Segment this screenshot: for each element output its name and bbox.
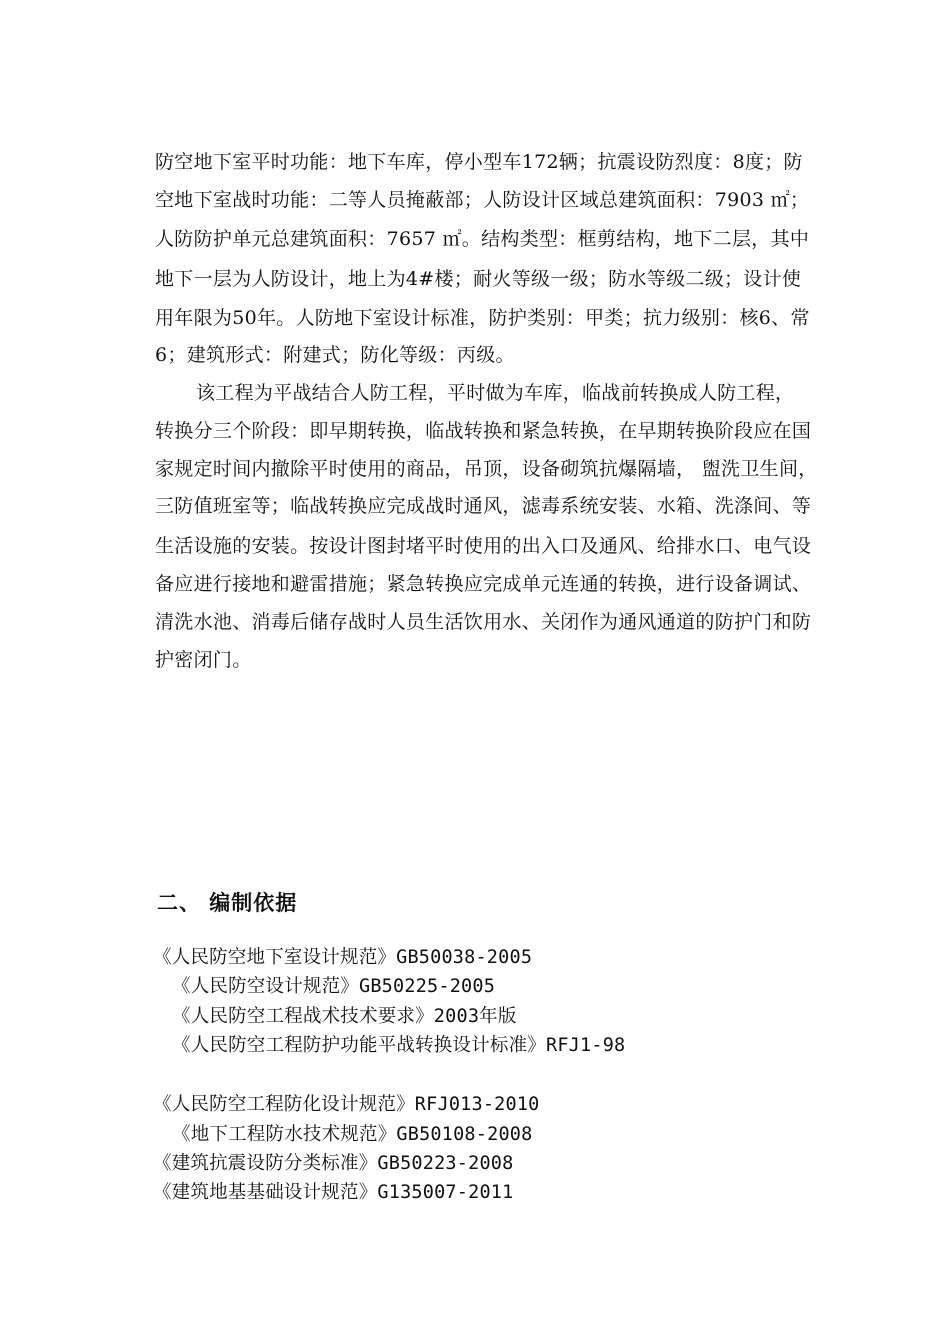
intro-line-2: 空地下室战时功能：二等人员掩蔽部；人防设计区域总建筑面积：7903 ㎡；	[155, 189, 810, 211]
reference-item: 《建筑地基基础设计规范》G135007-2011	[153, 1182, 514, 1203]
section-heading: 二、 编制依据	[157, 891, 298, 915]
intro-line-5: 用年限为50年。人防地下室设计标准，防护类别：甲类；抗力级别：核6、常	[155, 307, 810, 329]
reference-item: 《建筑抗震设防分类标准》GB50223-2008	[153, 1153, 514, 1174]
conversion-line-5: 生活设施的安装。按设计图封堵平时使用的出入口及通风、给排水口、电气设	[155, 535, 812, 557]
intro-line-4: 地下一层为人防设计，地上为4#楼；耐火等级一级；防水等级二级；设计使	[155, 268, 802, 290]
reference-item: 《人民防空地下室设计规范》GB50038-2005	[153, 947, 533, 968]
reference-item: 《人民防空工程战术技术要求》2003年版	[172, 1006, 517, 1027]
reference-item: 《地下工程防水技术规范》GB50108-2008	[172, 1124, 533, 1145]
intro-line-1: 防空地下室平时功能：地下车库，停小型车172辆；抗震设防烈度：8度；防	[155, 151, 803, 173]
conversion-line-3: 家规定时间内撤除平时使用的商品，吊顶，设备砌筑抗爆隔墙， 盥洗卫生间，	[155, 458, 818, 480]
intro-line-6: 6；建筑形式：附建式；防化等级：丙级。	[155, 344, 515, 366]
conversion-line-2: 转换分三个阶段：即早期转换，临战转换和紧急转换，在早期转换阶段应在国	[155, 420, 812, 442]
conversion-line-8: 护密闭门。	[155, 649, 252, 671]
reference-item: 《人民防空工程防化设计规范》RFJ013-2010	[153, 1094, 540, 1115]
conversion-line-6: 备应进行接地和避雷措施；紧急转换应完成单元连通的转换，进行设备调试、	[155, 573, 812, 595]
conversion-line-4: 三防值班室等；临战转换应完成战时通风，滤毒系统安装、水箱、洗涤间、等	[155, 495, 812, 517]
conversion-line-7: 清洗水池、消毒后储存战时人员生活饮用水、关闭作为通风通道的防护门和防	[155, 611, 812, 633]
reference-item: 《人民防空设计规范》GB50225-2005	[172, 976, 496, 997]
conversion-line-1: 该工程为平战结合人防工程，平时做为车库，临战前转换成人防工程，	[196, 382, 795, 404]
reference-item: 《人民防空工程防护功能平战转换设计标准》RFJ1-98	[172, 1035, 626, 1056]
intro-line-3: 人防防护单元总建筑面积：7657 ㎡。结构类型：框剪结构，地下二层，其中	[155, 228, 810, 250]
